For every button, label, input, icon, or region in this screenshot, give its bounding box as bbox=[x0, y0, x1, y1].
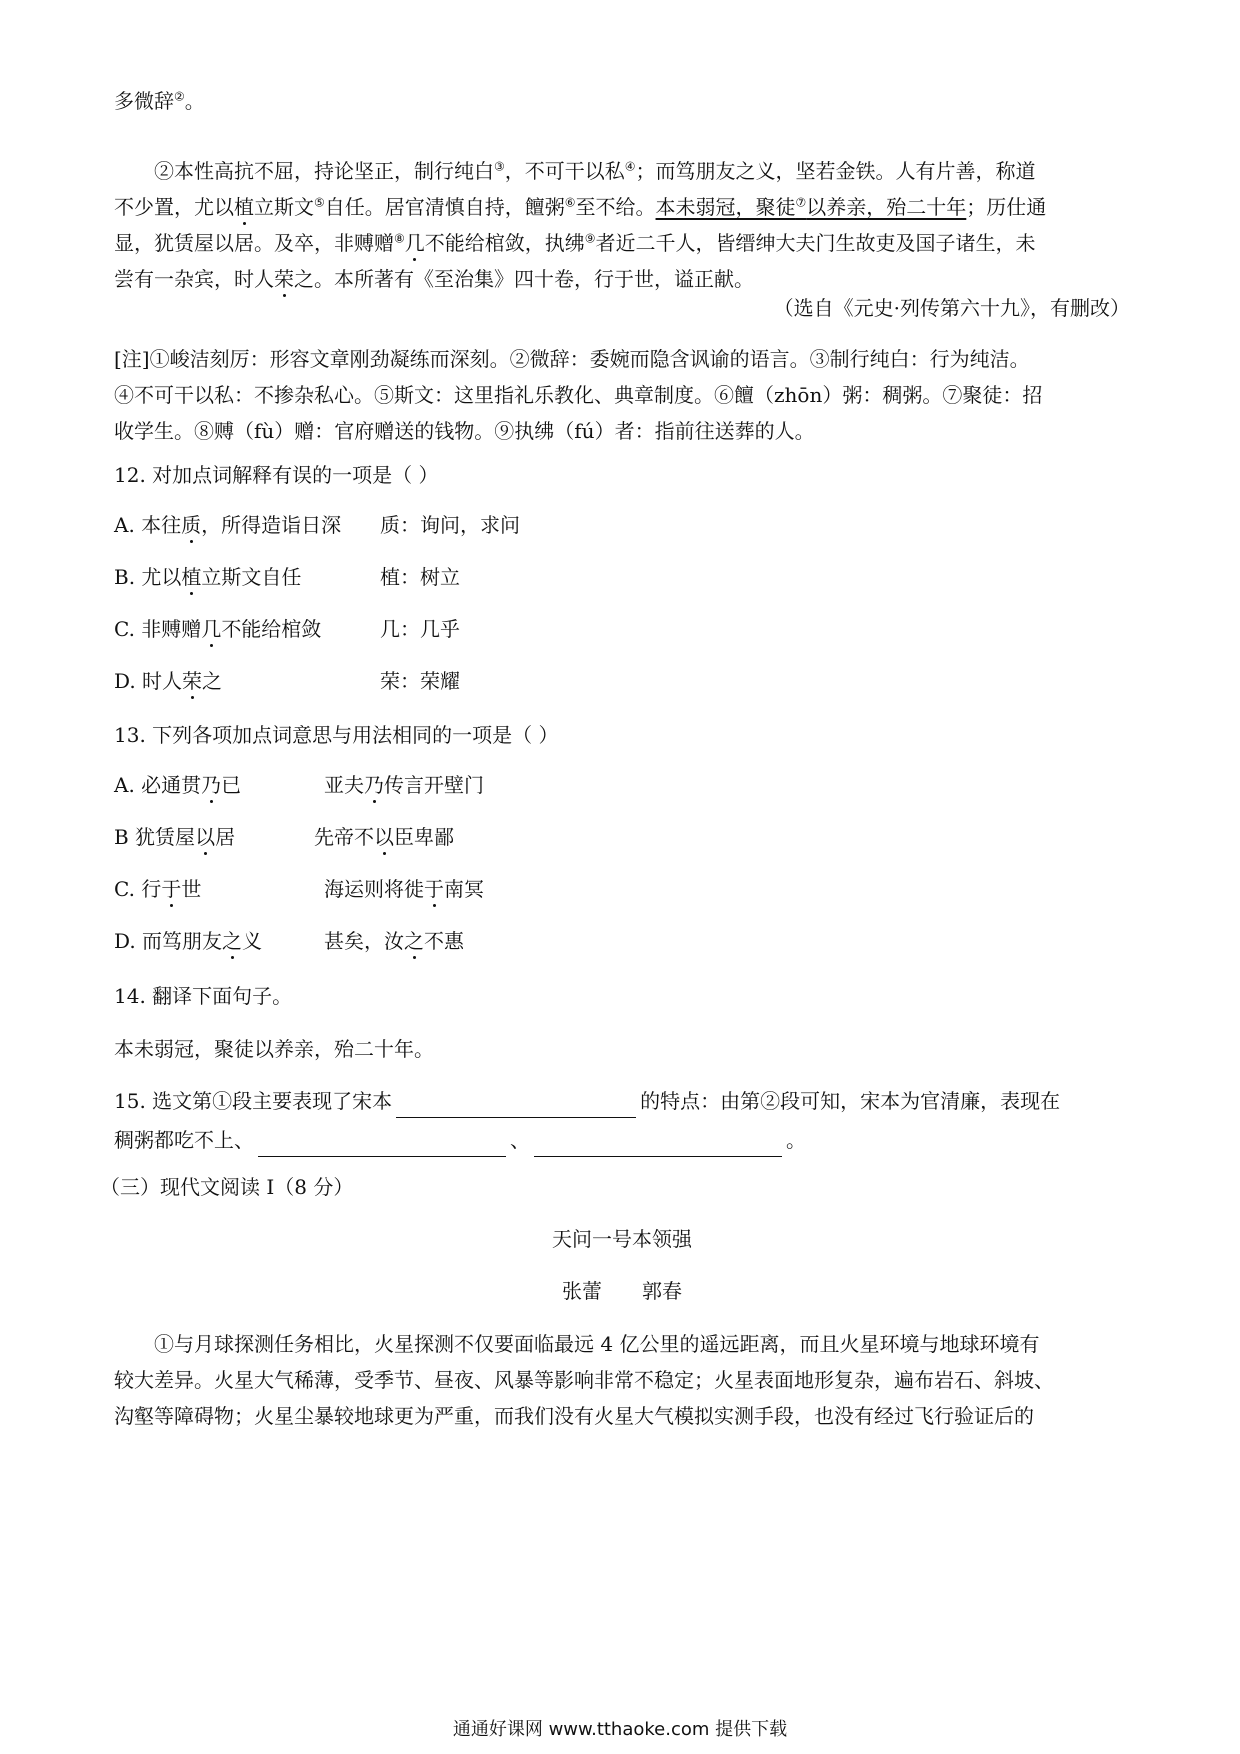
question-14-stem: 14. 翻译下面句子。 bbox=[114, 984, 293, 1008]
question-12-option-c: C. 非赙赠几不能给棺敛 几：几乎 bbox=[114, 617, 460, 641]
question-14-sentence: 本未弱冠，聚徒以养亲，殆二十年。 bbox=[114, 1037, 434, 1061]
question-15-line-1: 15. 选文第①段主要表现了宋本 的特点：由第②段可知，宋本为官清廉，表现在 bbox=[114, 1084, 1130, 1118]
article-authors: 张蕾 郭春 bbox=[562, 1279, 682, 1303]
article-line: ①与月球探测任务相比，火星探测不仅要面临最远 4 亿公里的遥远距离，而且火星环境与地球环境有 bbox=[154, 1332, 1040, 1356]
question-13-option-b: B 犹赁屋以居 先帝不以臣卑鄙 bbox=[114, 825, 454, 849]
paragraph-2-row-2: 不少置，尤以植立斯文⑤自任。居官清慎自持，饘粥⑥至不给。本未弱冠，聚徒⑦以养亲，殆二十年；历仕通 bbox=[114, 195, 1047, 219]
answer-blank[interactable] bbox=[258, 1134, 506, 1157]
footer-credit: 通通好课网 www.tthaoke.com 提供下载 bbox=[452, 1719, 788, 1740]
annotation-line: 收学生。⑧赙（fù）赠：官府赠送的钱物。⑨执绋（fú）者：指前往送葬的人。 bbox=[114, 419, 815, 443]
section-title: （三）现代文阅读 I（8 分） bbox=[100, 1175, 354, 1199]
article-line: 较大差异。火星大气稀薄，受季节、昼夜、风暴等影响非常不稳定；火星表面地形复杂，遍布岩石、斜坡、 bbox=[114, 1368, 1054, 1392]
question-13-option-c: C. 行于世 海运则将徙于南冥 bbox=[114, 877, 484, 901]
question-12-option-b: B. 尤以植立斯文自任 植：树立 bbox=[114, 565, 460, 589]
emphasized-word: 荣 bbox=[274, 267, 294, 291]
question-12-option-d: D. 时人荣之 荣：荣耀 bbox=[114, 669, 460, 693]
text: 多微辞 bbox=[114, 89, 174, 113]
footnote-marker: ② bbox=[174, 89, 185, 104]
paragraph-1-tail bbox=[114, 84, 1130, 118]
emphasized-word: 植 bbox=[234, 195, 254, 219]
paragraph-2 bbox=[114, 153, 1130, 297]
underlined-sentence: 本未弱冠，聚徒⑦以养亲，殆二十年 bbox=[655, 195, 967, 219]
question-12-stem: 12. 对加点词解释有误的一项是（ ） bbox=[114, 463, 439, 487]
article-title: 天问一号本领强 bbox=[552, 1227, 692, 1251]
answer-blank[interactable] bbox=[534, 1134, 782, 1157]
question-13-stem: 13. 下列各项加点词意思与用法相同的一项是（ ） bbox=[114, 723, 559, 747]
annotations bbox=[114, 341, 1130, 449]
question-15-line-2: 稠粥都吃不上、 、 。 bbox=[114, 1123, 1130, 1157]
article-line: 沟壑等障碍物；火星尘暴较地球更为严重，而我们没有火星大气模拟实测手段，也没有经过飞行验证后的 bbox=[114, 1404, 1034, 1428]
question-12-option-a: A. 本往质，所得造诣日深 质：询问，求问 bbox=[114, 513, 520, 537]
paragraph-2-row-3: 显，犹赁屋以居。及卒，非赙赠⑧几不能给棺敛，执绋⑨者近二千人，皆缙绅大夫门生故吏及国子诸生，未 bbox=[114, 231, 1036, 255]
paragraph-2-row-4: 尝有一杂宾，时人荣之。本所著有《至治集》四十卷，行于世，谥正献。 bbox=[114, 267, 754, 291]
question-13-option-d: D. 而笃朋友之义 甚矣，汝之不惠 bbox=[114, 929, 464, 953]
annotation-line: ④不可干以私：不掺杂私心。⑤斯文：这里指礼乐教化、典章制度。⑥饘（zhōn）粥：稠粥。⑦聚徒：招 bbox=[114, 383, 1043, 407]
paragraph-2-row-1: ②本性高抗不屈，持论坚正，制行纯白③，不可干以私④；而笃朋友之义，坚若金铁。人有片善，称道 bbox=[154, 159, 1036, 183]
emphasized-word: 几 bbox=[404, 231, 425, 255]
text: 。 bbox=[184, 89, 205, 113]
article-paragraph-1 bbox=[114, 1326, 1130, 1434]
answer-blank[interactable] bbox=[396, 1095, 636, 1118]
annotation-line: [注]①峻洁刻厉：形容文章刚劲凝练而深刻。②微辞：委婉而隐含讽谕的语言。③制行纯白：行为纯洁。 bbox=[114, 347, 1030, 371]
question-13-option-a: A. 必通贯乃已 亚夫乃传言开壁门 bbox=[114, 773, 484, 797]
source-citation: （选自《元史·列传第六十九》，有删改） bbox=[773, 296, 1130, 320]
